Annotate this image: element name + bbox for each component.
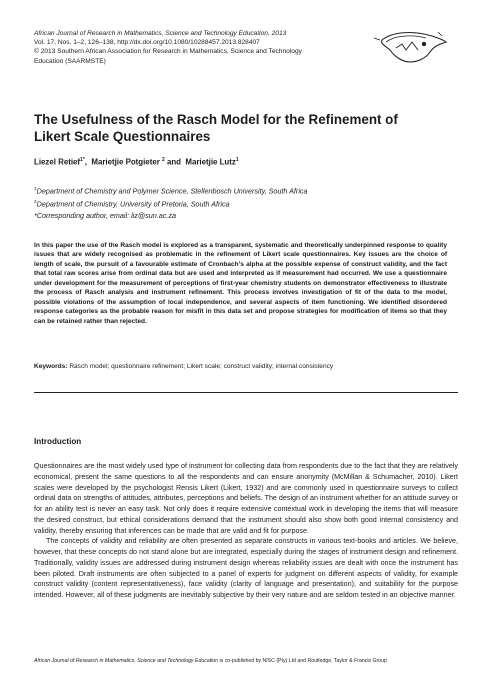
introduction-body <box>34 461 458 601</box>
title-line-1: The Usefulness of the Rasch Model for the Refinement of <box>34 112 398 127</box>
footer-journal: African Journal of Research in Mathematics, Science and Technology Education <box>34 658 219 664</box>
corresponding-author: *Corresponding author, email: liz@sun.ac.za <box>34 211 176 221</box>
affiliations <box>34 184 308 222</box>
author-1-sup: 1* <box>80 157 85 163</box>
keywords <box>34 362 447 371</box>
affiliation-1 <box>34 184 308 197</box>
journal-title: African Journal of Research in Mathematics, Science and Technology Education, 2013 <box>34 30 287 37</box>
affiliation-2-text: Department of Chemistry, University of Pretoria, South Africa <box>36 199 230 209</box>
paragraph-2: The concepts of validity and reliability are often presented as separate constructs in various text-books and articles. We believe, however, that these concepts do not stand alone but are integrated, especially during the stages of instrument design and refinement. Traditionally, validity issues are addressed during instrument design whereas reliability issues are dealt with once the instrument has been piloted. Draft instruments are often subjected to a panel of experts for judgment on different aspects of validity, for example construct validity (content representativeness), face validity (clarity of language and presentation), and suitability for the purpose intended. However, all of these judgments are inevitably subjective by their very nature and are seldom tested in an objective manner. <box>34 537 458 599</box>
abstract: In this paper the use of the Rasch model is explored as a transparent, systematic and theoretically underpinned response to quality issues that are widely recognised as problematic in the refinement of Likert scale questionnaires. Key issues are the choice of length of scale, the pursuit of a favourable estimate of Cronbach’s alpha at the possible expense of construct validity, and the fact that total raw scores arise from ordinal data but are used and interpreted as if measurement had occurred. We use a questionnaire under development for the measurement of perceptions of first-year chemistry students on demonstrator effectiveness to illustrate the process of Rasch analysis and instrument refinement. This process involves investigation of fit of the data to the model, possible violations of the assumption of local independence, and several aspects of item functioning. We identified disordered response categories as the probable reason for misfit in this data set and propose strategies for modification of items so that they can be retained rather than rejected. <box>34 242 447 325</box>
title-line-2: Likert Scale Questionnaires <box>34 128 211 144</box>
author-2: Marietjie Potgieter <box>91 157 160 167</box>
affiliation-2-sup: 2 <box>34 200 37 206</box>
paragraph-1: Questionnaires are the most widely used type of instrument for collecting data from respondents due to the fact that they are relatively economical, present the same questions to all the respondents and can ensure anonymity (McMillan & Schumacher, 2010). Likert scales were developed by the psychologist Rensis Likert (Likert, 1932) and are commonly used in questionnaire surveys to collect ordinal data on strengths of attitudes, attributes, perceptions and beliefs. The design of an instrument whether for an attitude survey or for an ability test is never an easy task. Not only does it require extensive contextual work in developing the items that will measure the desired construct, but ethical considerations demand that the instrument should also show both good internal consistency and validity, thereby ensuring that inferences can be made that are valid and fit for purpose. <box>34 462 458 535</box>
affiliation-2 <box>34 197 308 210</box>
keywords-text: Rasch model; questionnaire refinement; Likert scale; construct validity; internal consistency <box>69 363 334 370</box>
author-1: Liezel Retief <box>34 157 81 167</box>
affiliation-1-sup: 1 <box>34 187 37 192</box>
page-footer <box>34 658 458 664</box>
copyright-line: © 2013 Southern African Association for Research in Mathematics, Science and Technology <box>34 48 302 56</box>
introduction-heading: Introduction <box>34 437 82 446</box>
authors-line <box>34 157 239 167</box>
author-conjunction: and <box>166 157 181 167</box>
saarmste-logo-icon <box>372 28 448 64</box>
author-3-sup: 1 <box>235 157 239 163</box>
article-title <box>34 112 454 145</box>
author-2-sup: 2 <box>161 157 165 163</box>
affiliation-1-text: Department of Chemistry and Polymer Science, Stellenbosch University, South Africa <box>36 186 308 196</box>
keywords-label: Keywords: <box>34 363 68 370</box>
journal-header <box>34 29 364 66</box>
author-separator: , <box>84 157 87 167</box>
author-3: Marietjie Lutz <box>185 157 236 167</box>
association-line: Education (SAARMSTE) <box>34 57 106 65</box>
section-divider <box>34 392 458 393</box>
volume-doi: Vol. 17, Nos. 1–2, 126–138, http://dx.doi.org/10.1080/10288457.2013.828407 <box>34 39 260 47</box>
footer-publisher: is co-published by NISC (Pty) Ltd and Routledge, Taylor & Francis Group <box>218 658 387 664</box>
